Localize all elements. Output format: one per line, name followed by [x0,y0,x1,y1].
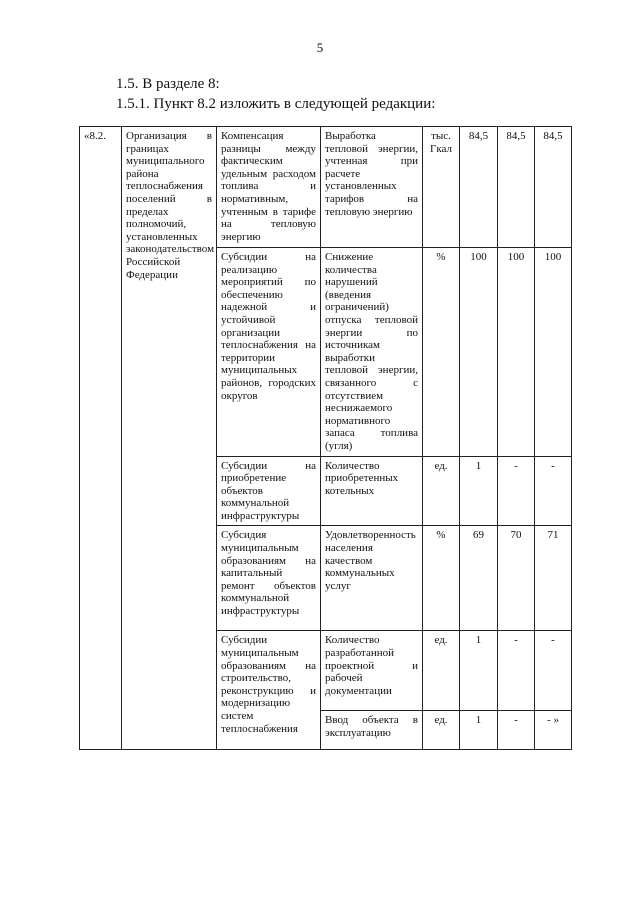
indicator-cell: Ввод объекта в эксплуатацию [321,711,423,750]
page-number: 5 [316,40,324,55]
indicator-cell: Количество приобретенных котельных [321,456,423,526]
indicator-cell: Количество разработанной проектной и рабочей документации [321,631,423,711]
measure-cell: Субсидия муниципальным образованиям на капитальный ремонт объектов коммунальной инфраструктуры [217,526,321,631]
value-cell: 84,5 [498,127,535,248]
unit-cell: % [423,526,460,631]
value-cell: - » [535,711,572,750]
indicator-cell: Удовлетворенность населения качеством коммунальных услуг [321,526,423,631]
value-cell: - [498,631,535,711]
subsection-heading: 1.5.1. Пункт 8.2 изложить в следующей редакции: [116,96,436,112]
value-cell: - [498,711,535,750]
unit-cell: ед. [423,631,460,711]
value-cell: 69 [460,526,498,631]
value-cell: - [498,456,535,526]
value-cell: 71 [535,526,572,631]
section-heading: 1.5. В разделе 8: [116,76,220,92]
indicator-cell: Выработка тепловой энергии, учтенная при расчете установленных тарифов на тепловую энергию [321,127,423,248]
value-cell: 70 [498,526,535,631]
value-cell: 100 [460,248,498,457]
value-cell: - [535,631,572,711]
table-row [80,127,572,248]
value-cell: 100 [535,248,572,457]
item-number-cell: «8.2. [80,127,122,750]
value-cell: 84,5 [535,127,572,248]
task-cell: Организация в границах муниципального района теплоснабжения поселений в пределах полномочий, установленных законодательством Российской Федерации [122,127,217,750]
measure-cell: Субсидии на приобретение объектов коммунальной инфраструктуры [217,456,321,526]
unit-cell: ед. [423,456,460,526]
measure-cell: Субсидии на реализацию мероприятий по обеспечению надежной и устойчивой организации теплоснабжения на территории муниципальных районов, городских округов [217,248,321,457]
program-table [79,126,572,750]
unit-cell: тыс. Гкал [423,127,460,248]
value-cell: 1 [460,711,498,750]
measure-cell: Субсидии муниципальным образованиям на строительство, реконструкцию и модернизацию систем теплоснабжения [217,631,321,750]
value-cell: 1 [460,631,498,711]
value-cell: 1 [460,456,498,526]
unit-cell: ед. [423,711,460,750]
value-cell: 100 [498,248,535,457]
value-cell: 84,5 [460,127,498,248]
measure-cell: Компенсация разницы между фактическим удельным расходом топлива и нормативным, учтенным в тарифе на тепловую энергию [217,127,321,248]
unit-cell: % [423,248,460,457]
value-cell: - [535,456,572,526]
indicator-cell: Снижение количества нарушений (введения ограничений) отпуска тепловой энергии по источникам выработки тепловой энергии, связанного с отсутствием неснижаемого нормативного запаса топлива (угля) [321,248,423,457]
